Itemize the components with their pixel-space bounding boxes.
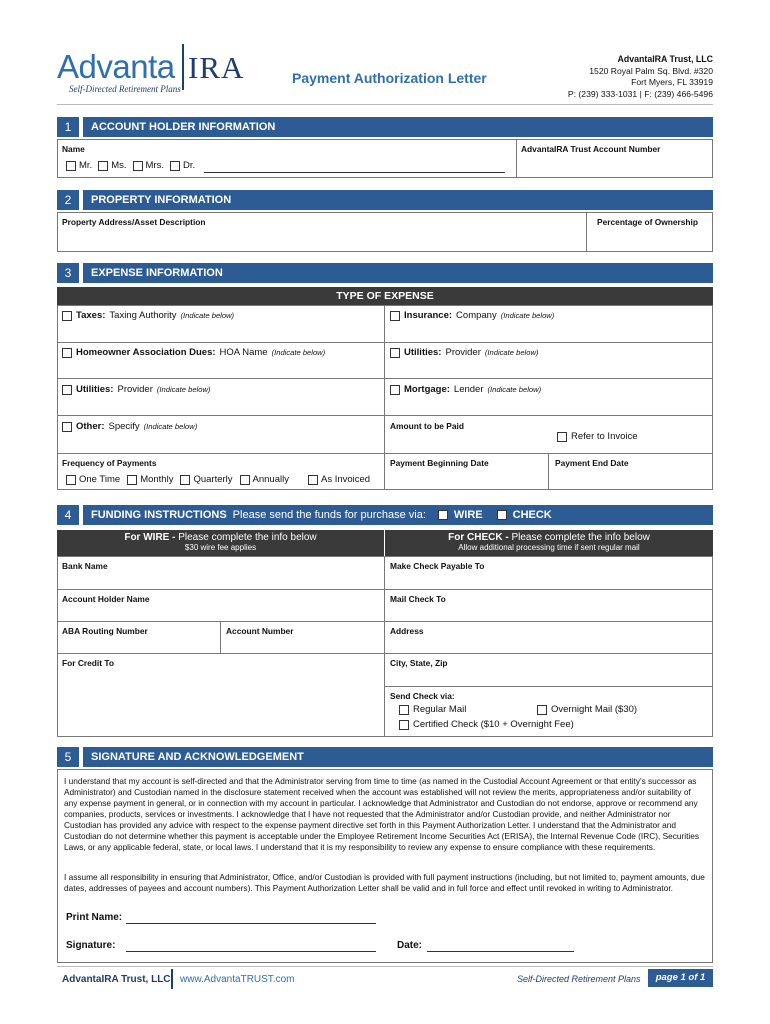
address-line2: Fort Myers, FL 33919 bbox=[631, 77, 713, 87]
refer-invoice-label: Refer to Invoice bbox=[571, 431, 638, 442]
signature-field[interactable] bbox=[126, 951, 376, 952]
date-label: Date: bbox=[397, 940, 423, 951]
aba-label: ABA Routing Number bbox=[62, 626, 148, 636]
section-number-4: 4 bbox=[57, 505, 79, 525]
utilities-label-right: Utilities: bbox=[404, 347, 442, 358]
refer-invoice-option bbox=[557, 431, 638, 442]
section-title-5: SIGNATURE AND ACKNOWLEDGEMENT bbox=[83, 747, 713, 767]
utilities-text-right: Provider bbox=[445, 347, 481, 358]
logo-ira: IRA bbox=[188, 50, 245, 85]
divider bbox=[220, 621, 221, 653]
logo bbox=[57, 44, 247, 100]
address-line1: 1520 Royal Palm Sq. Blvd. #320 bbox=[589, 65, 713, 76]
name-label: Name bbox=[62, 144, 85, 154]
divider bbox=[384, 556, 385, 737]
hoa-label: Homeowner Association Dues: bbox=[76, 347, 216, 358]
one-time-checkbox[interactable] bbox=[66, 475, 76, 485]
mr-label: Mr. bbox=[79, 160, 93, 171]
taxes-option bbox=[62, 310, 234, 321]
regular-mail-option bbox=[399, 704, 466, 715]
regular-mail-checkbox[interactable] bbox=[399, 705, 409, 715]
insurance-checkbox[interactable] bbox=[390, 311, 400, 321]
divider bbox=[57, 342, 713, 343]
amount-label: Amount to be Paid bbox=[390, 421, 464, 431]
dr-checkbox[interactable] bbox=[170, 161, 180, 171]
section-number-3: 3 bbox=[57, 263, 79, 283]
divider bbox=[57, 378, 713, 379]
date-field[interactable] bbox=[427, 951, 574, 952]
company-name: AdvantaIRA Trust, LLC bbox=[617, 54, 713, 64]
page-title: Payment Authorization Letter bbox=[292, 70, 487, 86]
check-note: Allow additional processing time if sent regular mail bbox=[458, 543, 640, 552]
mrs-checkbox[interactable] bbox=[133, 161, 143, 171]
divider bbox=[384, 305, 385, 490]
monthly-checkbox[interactable] bbox=[127, 475, 137, 485]
one-time-label: One Time bbox=[79, 474, 121, 485]
other-option bbox=[62, 421, 197, 432]
account-holder-label: Account Holder Name bbox=[62, 594, 150, 604]
check-checkbox[interactable] bbox=[497, 510, 507, 520]
ownership-label: Percentage of Ownership bbox=[597, 217, 698, 227]
logo-tagline: Self-Directed Retirement Plans bbox=[69, 84, 181, 94]
mortgage-text: Lender bbox=[453, 384, 484, 395]
hoa-checkbox[interactable] bbox=[62, 348, 72, 358]
signature-label: Signature: bbox=[66, 940, 116, 951]
insurance-label: Insurance: bbox=[404, 310, 453, 321]
monthly-label: Monthly bbox=[140, 474, 174, 485]
wire-label: WIRE bbox=[453, 509, 483, 521]
overnight-option bbox=[537, 704, 637, 715]
utilities-text-left: Provider bbox=[117, 384, 153, 395]
ms-label: Ms. bbox=[111, 160, 127, 171]
divider bbox=[57, 653, 713, 654]
section-number-1: 1 bbox=[57, 117, 79, 137]
taxes-text: Taxing Authority bbox=[109, 310, 177, 321]
credit-to-label: For Credit To bbox=[62, 658, 114, 668]
utilities-option-right bbox=[390, 347, 538, 358]
footer-company: AdvantaIRA Trust, LLC bbox=[62, 974, 171, 985]
divider bbox=[586, 212, 587, 252]
section-title-1: ACCOUNT HOLDER INFORMATION bbox=[83, 117, 713, 137]
footer-tagline: Self-Directed Retirement Plans bbox=[517, 974, 641, 984]
mortgage-indicate: (Indicate below) bbox=[487, 385, 542, 394]
mr-checkbox[interactable] bbox=[66, 161, 76, 171]
utilities-checkbox-left[interactable] bbox=[62, 385, 72, 395]
type-of-expense-header: TYPE OF EXPENSE bbox=[57, 287, 713, 305]
property-address-label: Property Address/Asset Description bbox=[62, 217, 206, 227]
wire-head-text: Please complete the info below bbox=[175, 532, 317, 543]
taxes-checkbox[interactable] bbox=[62, 311, 72, 321]
other-indicate: (Indicate below) bbox=[143, 422, 198, 431]
other-checkbox[interactable] bbox=[62, 422, 72, 432]
utilities-indicate-right: (Indicate below) bbox=[484, 348, 539, 357]
name-field[interactable] bbox=[204, 172, 505, 173]
hoa-text: HOA Name bbox=[219, 347, 268, 358]
section-number-5: 5 bbox=[57, 747, 79, 767]
logo-divider bbox=[182, 44, 184, 90]
wire-fee-note: $30 wire fee applies bbox=[184, 543, 257, 552]
company-address bbox=[453, 54, 713, 100]
as-invoiced-label: As Invoiced bbox=[320, 474, 371, 485]
bank-name-label: Bank Name bbox=[62, 561, 108, 571]
utilities-indicate-left: (Indicate below) bbox=[156, 385, 211, 394]
wire-header bbox=[57, 530, 384, 556]
regular-mail-label: Regular Mail bbox=[413, 704, 467, 715]
frequency-label: Frequency of Payments bbox=[62, 458, 157, 468]
section-number-2: 2 bbox=[57, 190, 79, 210]
check-label: CHECK bbox=[512, 509, 552, 521]
certified-option bbox=[399, 719, 574, 730]
quarterly-label: Quarterly bbox=[193, 474, 233, 485]
wire-checkbox[interactable] bbox=[438, 510, 448, 520]
annually-label: Annually bbox=[252, 474, 289, 485]
frequency-options bbox=[66, 474, 370, 485]
phone-fax: P: (239) 333-1031 | F: (239) 466-5496 bbox=[567, 88, 713, 99]
check-head-text: Please complete the info below bbox=[508, 532, 650, 543]
funding-subtitle: Please send the funds for purchase via: bbox=[232, 509, 426, 521]
mail-to-label: Mail Check To bbox=[390, 594, 446, 604]
taxes-indicate: (Indicate below) bbox=[180, 311, 235, 320]
divider bbox=[57, 453, 713, 454]
overnight-checkbox[interactable] bbox=[537, 705, 547, 715]
account-number-wire-label: Account Number bbox=[226, 626, 294, 636]
utilities-checkbox-right[interactable] bbox=[390, 348, 400, 358]
overnight-label: Overnight Mail ($30) bbox=[551, 704, 638, 715]
utilities-option-left bbox=[62, 384, 210, 395]
footer-divider bbox=[171, 969, 173, 989]
insurance-text: Company bbox=[456, 310, 497, 321]
hoa-option bbox=[62, 347, 325, 358]
check-head-bold: For CHECK - bbox=[448, 532, 509, 543]
logo-word: Advanta bbox=[57, 48, 175, 85]
annually-checkbox[interactable] bbox=[240, 475, 250, 485]
acknowledgement-paragraph-1: I understand that my account is self-directed and that the Administrator serving from time to time (as named in the Custodial Account Agreement or that entity's successor as Administrator) and Custodian named in the disclosure statement received when the account was established will not review the merits, appropriateness and/or suitability of any expense payment in general, or in connection with my account in particular. I acknowledge that Administrator and Custodian do not endorse, approve or recommend any companies, products, services or investments. I acknowledge that I have not requested that the Administrator and/or Custodian provide, and neither Administrator nor Custodian has provided any advice with respect to the expense payment directive set forth in this Payment Authorization Letter. I understand that the Administrator and Custodian do not determine whether this payment is acceptable under the Employee Retirement Income Securities Act (ERISA), the Internal Revenue Code (IRC), Securities Laws, or any applicable federal, state, or local laws. I understand that it is my responsibility to review any expense to ensure compliance with these requirements. bbox=[64, 776, 700, 852]
address-label: Address bbox=[390, 626, 424, 636]
other-label: Other: bbox=[76, 421, 105, 432]
utilities-label-left: Utilities: bbox=[76, 384, 114, 395]
footer-rule bbox=[57, 966, 713, 967]
section-bar-4 bbox=[83, 505, 713, 525]
divider bbox=[384, 686, 713, 687]
divider bbox=[57, 415, 713, 416]
end-date-label: Payment End Date bbox=[555, 458, 629, 468]
ms-checkbox[interactable] bbox=[98, 161, 108, 171]
account-number-label: AdvantaIRA Trust Account Number bbox=[521, 144, 661, 154]
header-divider bbox=[57, 104, 713, 105]
wire-head-bold: For WIRE - bbox=[124, 532, 176, 543]
mortgage-checkbox[interactable] bbox=[390, 385, 400, 395]
begin-date-label: Payment Beginning Date bbox=[390, 458, 489, 468]
mortgage-option bbox=[390, 384, 541, 395]
taxes-label: Taxes: bbox=[76, 310, 106, 321]
certified-checkbox[interactable] bbox=[399, 720, 409, 730]
insurance-indicate: (Indicate below) bbox=[500, 311, 555, 320]
footer-website[interactable]: www.AdvantaTRUST.com bbox=[180, 974, 295, 985]
hoa-indicate: (Indicate below) bbox=[271, 348, 326, 357]
mortgage-label: Mortgage: bbox=[404, 384, 450, 395]
dr-label: Dr. bbox=[182, 160, 196, 171]
send-via-label: Send Check via: bbox=[390, 691, 455, 701]
acknowledgement-paragraph-2: I assume all responsibility in ensuring that Administrator, Office, and/or Custodian is provided with full payment instructions (including, but not limited to, payment amounts, due dates, addresses of payees and account numbers). This Payment Authorization Letter shall be valid and in full force and effect until revoked in writing to Administrator. bbox=[64, 872, 705, 893]
as-invoiced-checkbox[interactable] bbox=[308, 475, 318, 485]
payable-to-label: Make Check Payable To bbox=[390, 561, 485, 571]
section-title-2: PROPERTY INFORMATION bbox=[83, 190, 713, 210]
mrs-label: Mrs. bbox=[145, 160, 164, 171]
divider bbox=[516, 139, 517, 178]
insurance-option bbox=[390, 310, 554, 321]
divider bbox=[57, 621, 713, 622]
print-name-field[interactable] bbox=[126, 923, 376, 924]
other-text: Specify bbox=[108, 421, 140, 432]
section-title-3: EXPENSE INFORMATION bbox=[83, 263, 713, 283]
certified-label: Certified Check ($10 + Overnight Fee) bbox=[413, 719, 574, 730]
refer-invoice-checkbox[interactable] bbox=[557, 432, 567, 442]
check-header bbox=[385, 530, 713, 556]
quarterly-checkbox[interactable] bbox=[180, 475, 190, 485]
salutation-options bbox=[66, 160, 195, 171]
section-title-4: FUNDING INSTRUCTIONS bbox=[91, 509, 227, 521]
city-label: City, State, Zip bbox=[390, 658, 448, 668]
page-number: page 1 of 1 bbox=[648, 969, 713, 987]
divider bbox=[548, 453, 549, 490]
print-name-label: Print Name: bbox=[66, 912, 123, 923]
divider bbox=[57, 589, 713, 590]
